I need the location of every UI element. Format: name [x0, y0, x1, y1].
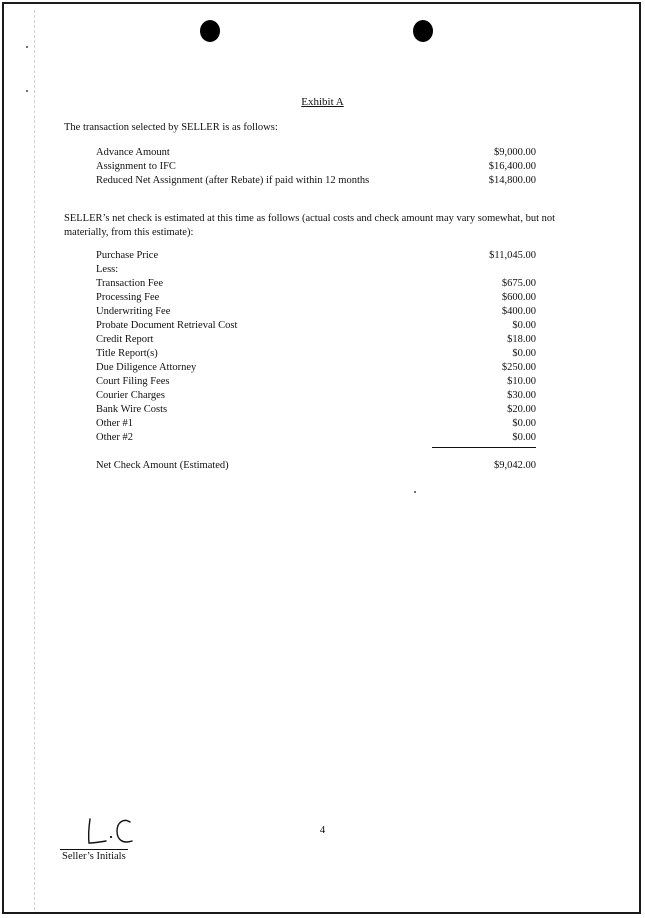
row-label: Transaction Fee	[96, 278, 163, 289]
row-label: Advance Amount	[96, 147, 170, 158]
row-label: Credit Report	[96, 334, 154, 345]
net-check-intro: SELLER’s net check is estimated at this time as follows (actual costs and check amount may vary somewhat, but not materially, from this estimate):	[64, 213, 556, 238]
deduction-row	[96, 305, 536, 319]
transaction-row	[96, 146, 536, 160]
deduction-row	[96, 277, 536, 291]
row-amount: $400.00	[501, 306, 536, 317]
page-number: 4	[319, 824, 326, 836]
row-amount: $0.00	[512, 418, 536, 429]
less-label: Less:	[96, 264, 119, 275]
deduction-row	[96, 319, 536, 333]
row-label: Other #2	[96, 432, 134, 443]
transaction-row	[96, 160, 536, 174]
initials-label: Seller’s Initials	[62, 851, 126, 862]
transaction-intro: The transaction selected by SELLER is as follows:	[64, 122, 278, 133]
initials-line	[60, 849, 128, 850]
row-label: Other #1	[96, 418, 134, 429]
row-amount: $0.00	[512, 348, 536, 359]
row-label: Bank Wire Costs	[96, 404, 168, 415]
row-label: Due Diligence Attorney	[96, 362, 197, 373]
row-amount: $16,400.00	[488, 161, 536, 172]
deduction-row	[96, 347, 536, 361]
row-label: Courier Charges	[96, 390, 165, 401]
deduction-row	[96, 375, 536, 389]
deduction-row	[96, 291, 536, 305]
deduction-row	[96, 403, 536, 417]
net-total-row	[96, 459, 536, 473]
row-amount: $14,800.00	[488, 175, 536, 186]
row-label: Court Filing Fees	[96, 376, 170, 387]
total-amount: $9,042.00	[494, 460, 536, 471]
row-amount: $675.00	[501, 278, 536, 289]
row-label: Processing Fee	[96, 292, 160, 303]
row-amount: $20.00	[507, 404, 536, 415]
row-label: Assignment to IFC	[96, 161, 176, 172]
row-label: Title Report(s)	[96, 348, 158, 359]
deduction-row	[96, 417, 536, 431]
exhibit-title: Exhibit A	[301, 96, 344, 108]
seller-initials	[60, 816, 140, 866]
row-amount: $18.00	[507, 334, 536, 345]
deduction-row	[96, 333, 536, 347]
deduction-row	[96, 389, 536, 403]
deduction-row	[96, 361, 536, 375]
less-row	[96, 263, 536, 277]
row-amount: $250.00	[501, 362, 536, 373]
row-amount: $11,045.00	[489, 250, 536, 261]
total-label: Net Check Amount (Estimated)	[96, 460, 229, 471]
row-amount: $600.00	[501, 292, 536, 303]
row-amount: $0.00	[512, 320, 536, 331]
row-amount: $30.00	[507, 390, 536, 401]
purchase-price-row	[96, 249, 536, 263]
row-label: Reduced Net Assignment (after Rebate) if paid within 12 months	[96, 175, 370, 186]
total-divider	[432, 447, 536, 448]
row-amount: $9,000.00	[494, 147, 536, 158]
row-label: Probate Document Retrieval Cost	[96, 320, 238, 331]
deduction-row	[96, 431, 536, 445]
handwritten-initials-signature	[80, 816, 136, 848]
row-label: Purchase Price	[96, 250, 159, 261]
row-amount: $0.00	[512, 432, 536, 443]
row-amount: $10.00	[507, 376, 536, 387]
row-label: Underwriting Fee	[96, 306, 171, 317]
transaction-row	[96, 174, 536, 188]
